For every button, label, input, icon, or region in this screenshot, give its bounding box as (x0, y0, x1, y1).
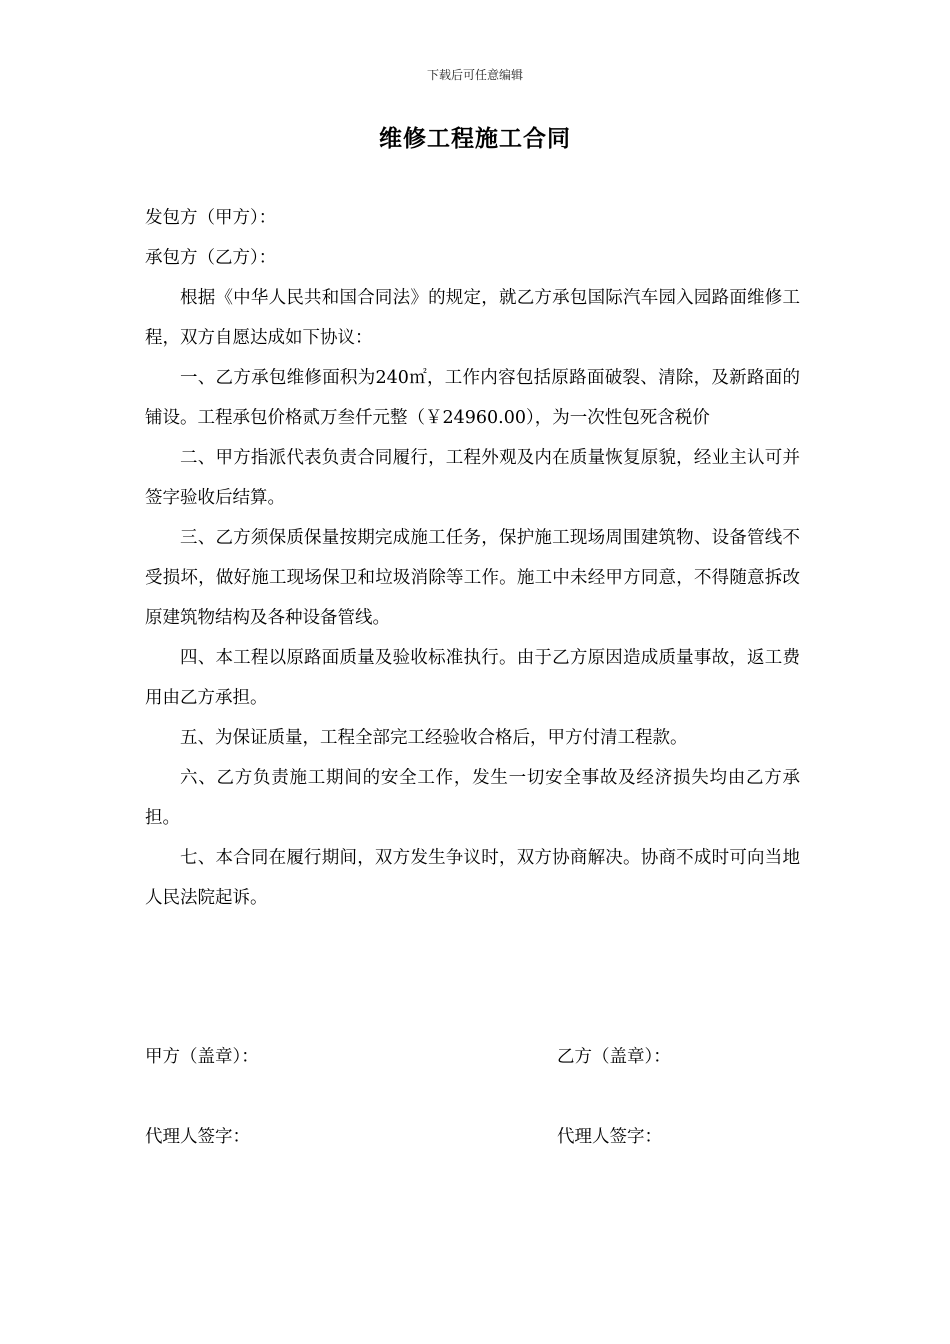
contract-body (145, 198, 800, 918)
party-b-seal-label: 乙方（盖章）： (557, 1047, 671, 1067)
document-title: 维修工程施工合同 (379, 126, 571, 152)
party-a-seal-label: 甲方（盖章）： (145, 1047, 259, 1067)
preamble-paragraph: 根据《中华人民共和国合同法》的规定，就乙方承包国际汽车园入园路面维修工程，双方自愿达成如下协议： (145, 288, 800, 348)
header-note: 下载后可任意编辑 (426, 68, 523, 82)
party-a-agent-label: 代理人签字： (145, 1127, 250, 1147)
clause-6-paragraph: 六、乙方负责施工期间的安全工作，发生一切安全事故及经济损失均由乙方承担。 (145, 768, 800, 828)
clause-3-paragraph: 三、乙方须保质保量按期完成施工任务，保护施工现场周围建筑物、设备管线不受损坏，做好施工现场保卫和垃圾消除等工作。施工中未经甲方同意，不得随意拆改原建筑物结构及各种设备管线。 (145, 528, 800, 628)
clause-5-paragraph: 五、为保证质量，工程全部完工经验收合格后，甲方付清工程款。 (180, 728, 688, 748)
clause-4-paragraph: 四、本工程以原路面质量及验收标准执行。由于乙方原因造成质量事故，返工费用由乙方承担。 (145, 648, 800, 708)
clause-1-paragraph: 一、乙方承包维修面积为240㎡，工作内容包括原路面破裂、清除，及新路面的铺设。工程承包价格贰万叁仟元整（￥24960.00），为一次性包死含税价 (145, 368, 800, 428)
clause-7-paragraph: 七、本合同在履行期间，双方发生争议时，双方协商解决。协商不成时可向当地人民法院起诉。 (145, 848, 800, 908)
party-b-line: 承包方（乙方）： (145, 248, 277, 268)
clause-2-paragraph: 二、甲方指派代表负责合同履行，工程外观及内在质量恢复原貌，经业主认可并签字验收后结算。 (145, 448, 800, 508)
party-b-agent-label: 代理人签字： (557, 1127, 662, 1147)
party-a-line: 发包方（甲方）： (145, 208, 277, 228)
